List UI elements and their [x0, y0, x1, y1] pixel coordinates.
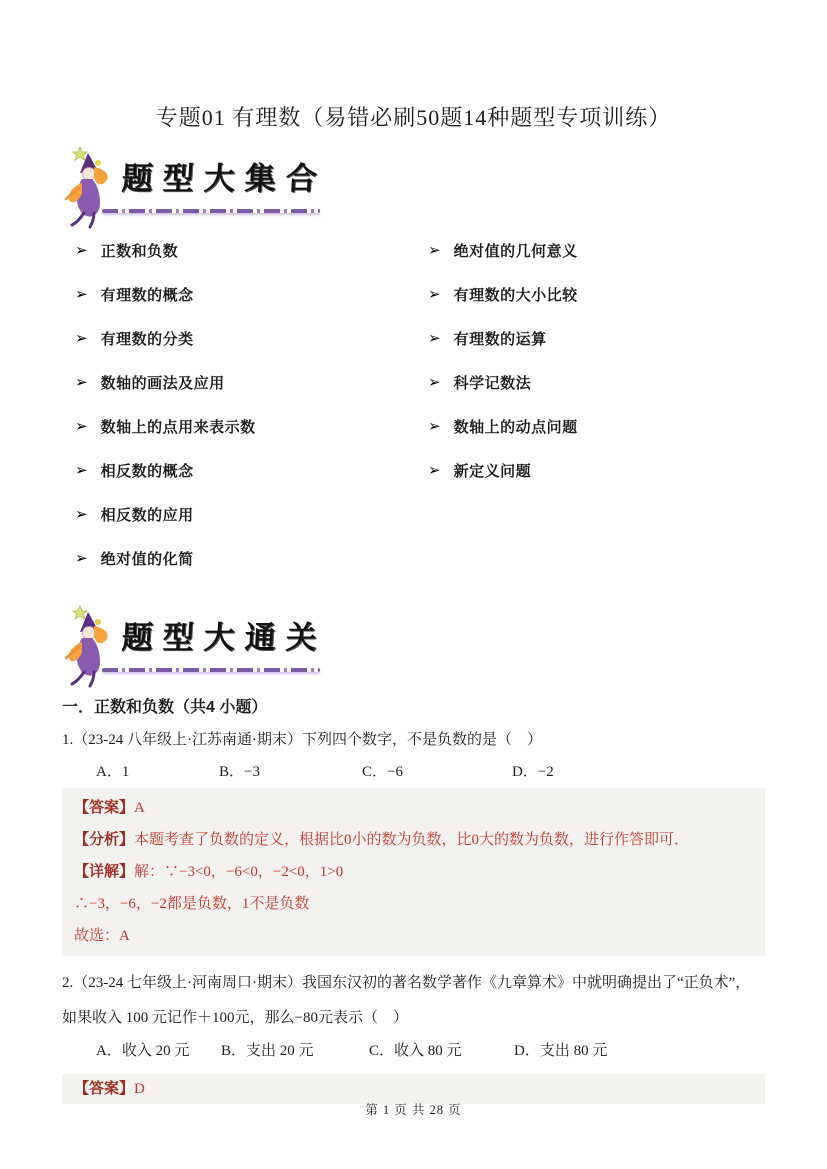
topic-label: 相反数的概念: [100, 463, 194, 480]
analysis-text: 本题考查了负数的定义，根据比0小的数为负数，比0大的数为负数，进行作答即可．: [134, 832, 690, 848]
arrow-bullet-icon: ➢: [75, 287, 88, 303]
option-d: D．−2: [512, 764, 554, 780]
banner-question-type-collection: [62, 145, 765, 229]
topic-label: 数轴上的点用来表示数: [100, 419, 256, 436]
topic-item: [75, 239, 256, 283]
answer-label: 【答案】: [74, 1081, 135, 1097]
topic-label: 相反数的应用: [100, 507, 194, 524]
section-heading: 一．正数和负数（共4 小题）: [62, 699, 268, 716]
detail-text-1: 解：∵−3<0，−6<0，−2<0，1>0: [134, 864, 344, 880]
arrow-bullet-icon: ➢: [428, 419, 441, 435]
topic-item: [75, 283, 256, 327]
topic-item: [75, 503, 256, 547]
question-1-options: [62, 760, 765, 781]
topic-item: [75, 415, 256, 459]
arrow-bullet-icon: ➢: [428, 243, 441, 259]
answer-value: A: [134, 800, 145, 816]
page-number-footer: 第 1 页 共 28 页: [365, 1103, 462, 1117]
topic-list: [62, 239, 765, 591]
arrow-bullet-icon: ➢: [75, 375, 88, 391]
detail-line-1: [74, 856, 753, 888]
wizard-mascot-icon: [58, 143, 124, 231]
banner-dash-line: [102, 209, 320, 213]
topic-item: [75, 547, 256, 591]
option-a: A．1: [96, 764, 130, 780]
analysis-label: 【分析】: [74, 832, 135, 848]
wizard-mascot-icon: [58, 602, 124, 690]
question-2-stem-line-1: 2.（23-24 七年级上·河南周口·期末）我国东汉初的著名数学著作《九章算术》中就明确提出了“正负术”，: [62, 975, 751, 991]
topic-item: [428, 459, 578, 503]
topic-label: 有理数的概念: [100, 287, 194, 304]
arrow-bullet-icon: ➢: [428, 287, 441, 303]
arrow-bullet-icon: ➢: [75, 463, 88, 479]
arrow-bullet-icon: ➢: [75, 331, 88, 347]
option-b: B．−3: [219, 764, 260, 780]
question-2-stem-line-2: 如果收入 100 元记作＋100元，那么−80元表示（ ）: [62, 1009, 408, 1026]
topic-item: [428, 327, 578, 371]
banner-title-collection: 题型大集合: [120, 161, 328, 196]
question-1-solution-block: [62, 788, 765, 956]
question-2-stem: [62, 966, 765, 1035]
banner-dash-line: [102, 668, 320, 672]
page-title: 专题01 有理数（易错必刷50题14种题型专项训练）: [155, 105, 672, 130]
topic-item: [428, 239, 578, 283]
topic-label: 科学记数法: [453, 375, 532, 392]
topic-column-left: [75, 239, 256, 591]
topic-item: [75, 327, 256, 371]
banner-title-breakthrough: 题型大通关: [120, 620, 328, 655]
detail-line-2: ∴−3，−6，−2都是负数，1不是负数: [74, 896, 310, 912]
topic-label: 绝对值的几何意义: [453, 243, 578, 260]
banner-question-type-breakthrough: [62, 604, 765, 688]
option-c: C．−6: [362, 764, 403, 780]
question-2-options: [62, 1039, 765, 1060]
arrow-bullet-icon: ➢: [428, 331, 441, 347]
answer-label: 【答案】: [74, 800, 135, 816]
arrow-bullet-icon: ➢: [75, 507, 88, 523]
topic-label: 有理数的运算: [453, 331, 547, 348]
arrow-bullet-icon: ➢: [75, 419, 88, 435]
topic-label: 有理数的分类: [100, 331, 194, 348]
question-1-stem: 1.（23-24 八年级上·江苏南通·期末）下列四个数字，不是负数的是（ ）: [62, 732, 542, 748]
topic-item: [75, 459, 256, 503]
topic-column-right: [428, 239, 578, 503]
topic-label: 数轴的画法及应用: [100, 375, 225, 392]
option-c: C．收入 80 元: [369, 1043, 462, 1059]
analysis-line: [74, 824, 753, 856]
option-b: B．支出 20 元: [221, 1043, 314, 1059]
arrow-bullet-icon: ➢: [428, 375, 441, 391]
topic-item: [428, 371, 578, 415]
answer-line: [74, 792, 753, 824]
detail-label: 【详解】: [74, 864, 135, 880]
topic-label: 新定义问题: [453, 463, 532, 480]
option-a: A．收入 20 元: [96, 1043, 190, 1059]
topic-item: [428, 283, 578, 327]
topic-label: 有理数的大小比较: [453, 287, 578, 304]
topic-item: [75, 371, 256, 415]
topic-label: 数轴上的动点问题: [453, 419, 578, 436]
answer-value: D: [134, 1081, 145, 1097]
topic-item: [428, 415, 578, 459]
topic-label: 绝对值的化简: [100, 551, 194, 568]
topic-label: 正数和负数: [100, 243, 179, 260]
option-d: D．支出 80 元: [514, 1043, 608, 1059]
arrow-bullet-icon: ➢: [428, 463, 441, 479]
conclusion-line: 故选：A: [74, 928, 130, 944]
arrow-bullet-icon: ➢: [75, 551, 88, 567]
arrow-bullet-icon: ➢: [75, 243, 88, 259]
